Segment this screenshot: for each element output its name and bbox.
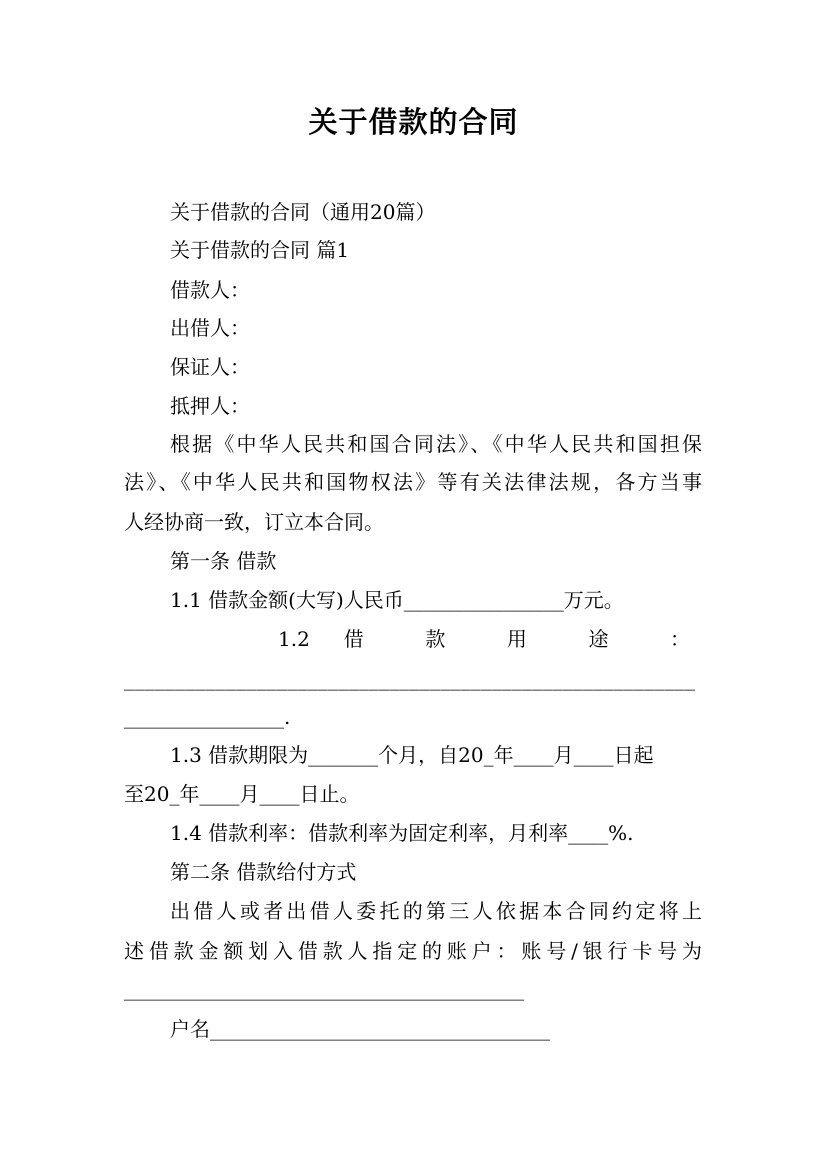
blank-line: ________________. [124, 705, 291, 729]
document-title: 关于借款的合同 [308, 105, 519, 139]
article-heading: 第一条 借款 [170, 549, 277, 573]
blank-line: ________________________________________ [124, 977, 524, 1001]
account-name-field: 户名__________________________________ [170, 1017, 550, 1041]
article-heading: 第二条 借款给付方式 [170, 860, 357, 884]
clause-line: 至20_年____月____日止。 [124, 782, 360, 806]
blank-line: ________________________________________________________ [124, 667, 696, 691]
clause-line: 1.2 借 款 用 途 ： [278, 627, 690, 651]
borrower-field: 借款人： [170, 278, 250, 302]
guarantor-field: 保证人： [170, 355, 250, 379]
paragraph-line: 根据《中华人民共和国合同法》、《中华人民共和国担保 [170, 432, 702, 456]
lender-field: 出借人： [170, 316, 250, 340]
clause-line: 1.3 借款期限为_______个月，自20_年____月____日起 [170, 743, 654, 767]
subtitle-line: 关于借款的合同（通用20篇） [170, 200, 436, 224]
clause-line: 1.1 借款金额(大写)人民币________________万元。 [170, 588, 624, 612]
section-heading: 关于借款的合同 篇1 [170, 238, 350, 262]
clause-line: 1.4 借款利率：借款利率为固定利率，月利率____%. [170, 821, 634, 845]
paragraph-line: 法》、《中华人民共和国物权法》等有关法律法规，各方当事 [124, 470, 702, 494]
paragraph-line: 述借款金额划入借款人指定的账户：账号/银行卡号为 [124, 939, 702, 963]
mortgagor-field: 抵押人： [170, 394, 250, 418]
paragraph-line: 出借人或者出借人委托的第三人依据本合同约定将上 [170, 899, 702, 923]
paragraph-line: 人经协商一致，订立本合同。 [124, 510, 384, 534]
